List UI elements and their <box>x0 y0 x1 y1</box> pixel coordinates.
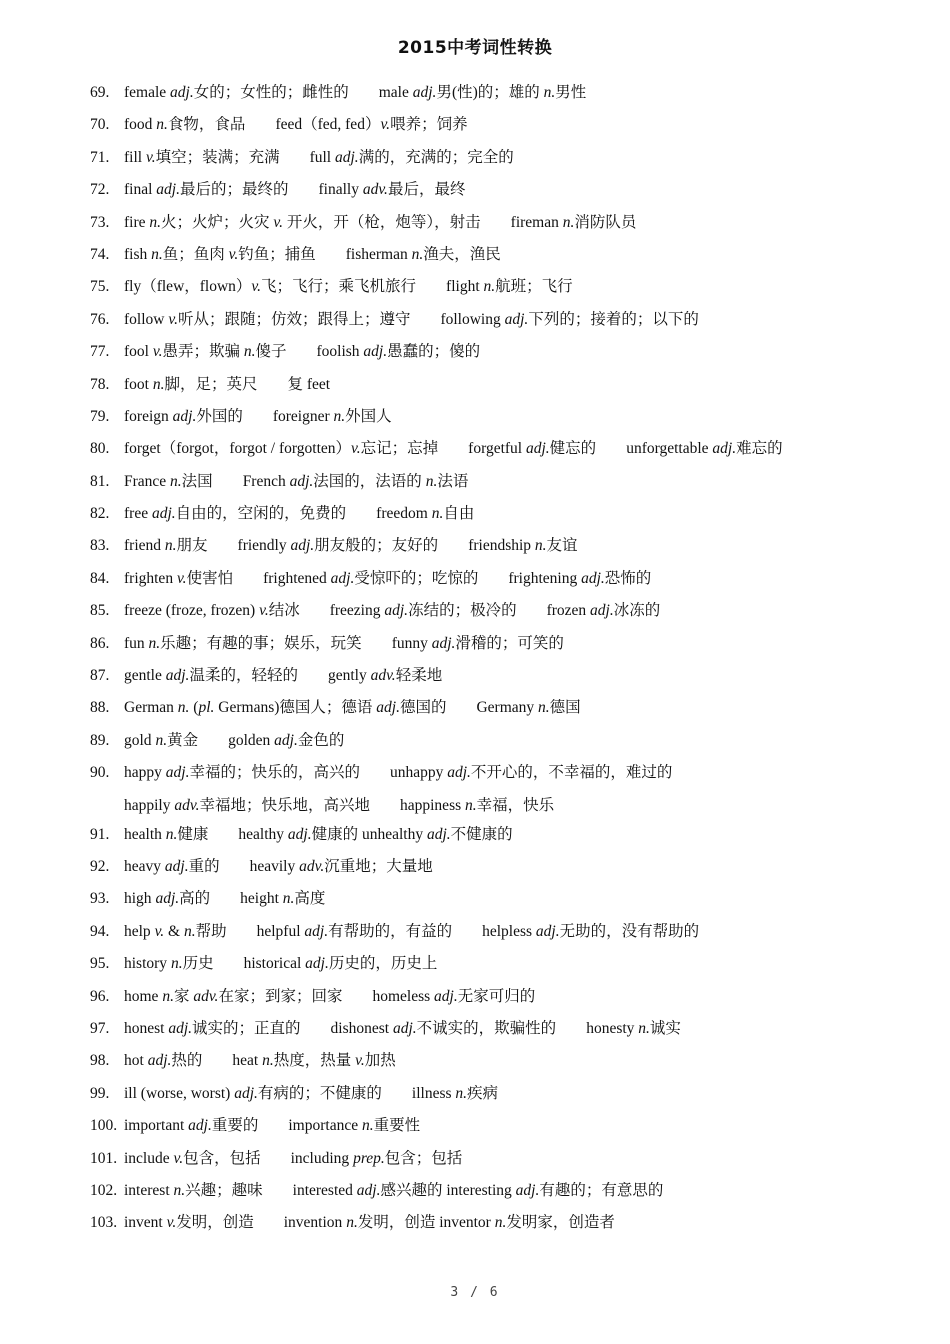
entry-segment: fish n.鱼；鱼肉 v.钓鱼；捕鱼 <box>124 245 316 263</box>
entry-segment: heavy adj.重的 <box>124 857 220 875</box>
entry-segment: helpful adj.有帮助的，有益的 <box>256 922 453 940</box>
word-entry <box>90 1113 930 1145</box>
word-entry <box>90 631 930 663</box>
entry-segment: home n.家 adv.在家；到家；回家 <box>124 987 343 1005</box>
word-entry <box>90 919 930 951</box>
entry-number: 101. <box>90 1149 118 1167</box>
entry-number: 98. <box>90 1052 110 1070</box>
entry-segment: dishonest adj.不诚实的，欺骗性的 <box>330 1019 557 1037</box>
entry-segment: interested adj.感兴趣的 interesting adj.有趣的；有意思的 <box>292 1181 664 1199</box>
entry-segment: ill (worse, worst) adj.有病的；不健康的 <box>124 1084 382 1102</box>
entry-number: 72. <box>90 181 110 199</box>
entry-segment: France n.法国 <box>124 472 213 490</box>
word-entry <box>90 274 930 306</box>
entry-segment: include v.包含，包括 <box>124 1149 261 1167</box>
entry-segment: Germany n.德国 <box>476 699 581 717</box>
word-list <box>90 80 930 1243</box>
entry-segment: important adj.重要的 <box>124 1117 259 1135</box>
entry-number: 80. <box>90 440 110 458</box>
entry-segment: 复 feet <box>287 375 331 393</box>
entry-segment: male adj.男(性)的；雄的 n.男性 <box>378 84 587 101</box>
entry-segment: fool v.愚弄；欺骗 n.傻子 <box>124 343 287 361</box>
entry-number: 73. <box>90 213 110 231</box>
entry-segment: frightened adj.受惊吓的；吃惊的 <box>263 569 479 587</box>
word-entry <box>90 1016 930 1048</box>
word-entry <box>90 145 930 177</box>
entry-segment: fly（flew，flown）v.飞；飞行；乘飞机旅行 <box>124 278 417 296</box>
word-entry <box>90 598 930 630</box>
entry-number: 86. <box>90 634 110 652</box>
entry-number: 69. <box>90 84 110 101</box>
word-entry <box>90 695 930 727</box>
entry-segment: fireman n.消防队员 <box>510 213 637 231</box>
entry-segment: funny adj.滑稽的；可笑的 <box>391 634 564 652</box>
entry-number: 96. <box>90 987 110 1005</box>
entry-segment: invent v.发明，创造 <box>124 1214 254 1232</box>
entry-segment: heat n.热度，热量 v.加热 <box>232 1052 396 1070</box>
word-entry <box>90 1210 930 1242</box>
entry-segment: freedom n.自由 <box>376 505 475 523</box>
word-entry <box>90 663 930 695</box>
entry-segment: feed（fed, fed）v.喂养；饲养 <box>275 116 468 134</box>
word-entry <box>90 177 930 209</box>
entry-segment: honesty n.诚实 <box>586 1019 681 1037</box>
entry-number: 97. <box>90 1019 110 1037</box>
entry-segment: frightening adj.恐怖的 <box>508 569 652 587</box>
entry-segment: French adj.法国的，法语的 n.法语 <box>242 472 469 490</box>
entry-number: 77. <box>90 343 110 361</box>
entry-number: 79. <box>90 407 110 425</box>
entry-segment: high adj.高的 <box>124 890 211 908</box>
entry-segment: friend n.朋友 <box>124 537 208 555</box>
word-entry <box>90 760 930 792</box>
entry-number: 90. <box>90 764 110 782</box>
entry-segment: frozen adj.冰冻的 <box>546 602 661 620</box>
page-title: 2015中考词性转换 <box>397 38 553 58</box>
word-entry <box>90 533 930 565</box>
entry-segment: German n. (pl. Germans)德国人；德语 adj.德国的 <box>124 699 447 717</box>
word-entry <box>90 1178 930 1210</box>
word-entry <box>90 854 930 886</box>
entry-number: 87. <box>90 667 110 685</box>
entry-segment: invention n.发明，创造 inventor n.发明家，创造者 <box>283 1214 615 1232</box>
word-entry <box>90 242 930 274</box>
entry-segment: health n.健康 <box>124 825 209 843</box>
entry-segment: fire n.火；火炉；火灾 v. 开火，开（枪，炮等），射击 <box>124 213 481 231</box>
entry-segment: healthy adj.健康的 unhealthy adj.不健康的 <box>238 825 513 843</box>
entry-segment: finally adv.最后，最终 <box>318 181 466 199</box>
entry-number: 95. <box>90 955 110 973</box>
entry-segment: final adj.最后的；最终的 <box>124 181 289 199</box>
entry-number: 84. <box>90 569 110 587</box>
entry-segment: foreigner n.外国人 <box>272 407 392 425</box>
entry-segment: fisherman n.渔夫，渔民 <box>345 245 501 263</box>
entry-segment: help v. & n.帮助 <box>124 922 227 940</box>
entry-number: 81. <box>90 472 110 490</box>
word-entry <box>90 112 930 144</box>
entry-segment: foreign adj.外国的 <box>124 407 243 425</box>
entry-segment: friendship n.友谊 <box>468 537 578 555</box>
entry-segment: height n.高度 <box>240 890 326 908</box>
entry-number: 99. <box>90 1084 110 1102</box>
entry-segment: hot adj.热的 <box>124 1052 203 1070</box>
word-entry <box>90 984 930 1016</box>
entry-number: 74. <box>90 245 110 263</box>
entry-segment: female adj.女的；女性的；雌性的 <box>124 84 349 101</box>
entry-segment: including prep.包含；包括 <box>290 1149 463 1167</box>
entry-number: 89. <box>90 731 110 749</box>
word-entry <box>90 469 930 501</box>
word-entry <box>90 307 930 339</box>
word-entry <box>90 404 930 436</box>
entry-segment: heavily adv.沉重地；大量地 <box>249 857 433 875</box>
entry-number: 93. <box>90 890 110 908</box>
entry-segment: gentle adj.温柔的，轻轻的 <box>124 667 298 685</box>
entry-segment: freeze (froze, frozen) v.结冰 <box>124 602 300 620</box>
word-entry <box>90 436 930 468</box>
entry-segment: forgetful adj.健忘的 <box>468 440 597 458</box>
entry-segment: history n.历史 <box>124 955 214 973</box>
entry-number: 75. <box>90 278 110 296</box>
word-entry <box>90 1081 930 1113</box>
entry-number: 94. <box>90 922 110 940</box>
entry-number: 76. <box>90 310 110 328</box>
entry-segment: helpless adj.无助的，没有帮助的 <box>482 922 700 940</box>
word-entry <box>90 793 930 822</box>
entry-number: 83. <box>90 537 110 555</box>
entry-number: 82. <box>90 505 110 523</box>
entry-segment: foot n.脚，足；英尺 <box>124 375 258 393</box>
word-entry <box>90 372 930 404</box>
entry-segment: golden adj.金色的 <box>228 731 345 749</box>
entry-number: 70. <box>90 116 110 134</box>
word-entry <box>90 210 930 242</box>
page-indicator: 3 / 6 <box>450 1285 500 1300</box>
word-entry <box>90 951 930 983</box>
entry-segment: interest n.兴趣；趣味 <box>124 1181 263 1199</box>
entry-number: 92. <box>90 857 110 875</box>
entry-number: 88. <box>90 699 110 717</box>
entry-number: 100. <box>90 1117 118 1135</box>
entry-segment: follow v.听从；跟随；仿效；跟得上；遵守 <box>124 310 411 328</box>
entry-segment: happy adj.幸福的；快乐的，高兴的 <box>124 764 360 782</box>
entry-segment: food n.食物，食品 <box>124 116 246 134</box>
entry-number: 71. <box>90 148 110 166</box>
entry-segment: historical adj.历史的，历史上 <box>243 955 438 973</box>
entry-number: 91. <box>90 825 110 843</box>
word-entry <box>90 566 930 598</box>
entry-segment: fill v.填空；装满；充满 <box>124 148 280 166</box>
word-entry <box>90 822 930 854</box>
word-entry <box>90 1048 930 1080</box>
entry-number: 85. <box>90 602 110 620</box>
entry-segment: fun n.乐趣；有趣的事；娱乐，玩笑 <box>124 634 362 652</box>
entry-segment: freezing adj.冻结的；极冷的 <box>329 602 517 620</box>
entry-number: 78. <box>90 375 110 393</box>
entry-segment: full adj.满的，充满的；完全的 <box>309 148 514 166</box>
word-entry <box>90 339 930 371</box>
entry-segment: flight n.航班；飞行 <box>446 278 573 296</box>
entry-segment: unhappy adj.不开心的，不幸福的，难过的 <box>389 764 673 782</box>
entry-segment: frighten v.使害怕 <box>124 569 234 587</box>
entry-segment: happiness n.幸福，快乐 <box>400 796 555 814</box>
entry-segment: free adj.自由的，空闲的，免费的 <box>124 505 347 523</box>
word-entry <box>90 886 930 918</box>
entry-segment: foolish adj.愚蠢的；傻的 <box>316 343 481 361</box>
entry-segment: honest adj.诚实的；正直的 <box>124 1019 301 1037</box>
entry-segment: homeless adj.无家可归的 <box>372 987 536 1005</box>
entry-segment: gently adv.轻柔地 <box>327 667 443 685</box>
word-entry <box>90 80 930 112</box>
word-entry <box>90 728 930 760</box>
entry-segment: following adj.下列的；接着的；以下的 <box>440 310 699 328</box>
entry-segment: happily adv.幸福地；快乐地，高兴地 <box>124 796 370 814</box>
word-entry <box>90 1146 930 1178</box>
entry-segment: illness n.疾病 <box>411 1084 499 1102</box>
entry-number: 103. <box>90 1214 118 1232</box>
entry-segment: gold n.黄金 <box>124 731 199 749</box>
entry-segment: unforgettable adj.难忘的 <box>626 440 783 458</box>
entry-number: 102. <box>90 1181 118 1199</box>
entry-segment: importance n.重要性 <box>288 1117 421 1135</box>
word-entry <box>90 501 930 533</box>
entry-segment: friendly adj.朋友般的；友好的 <box>237 537 439 555</box>
entry-segment: forget（forgot，forgot / forgotten）v.忘记；忘掉 <box>124 440 439 458</box>
